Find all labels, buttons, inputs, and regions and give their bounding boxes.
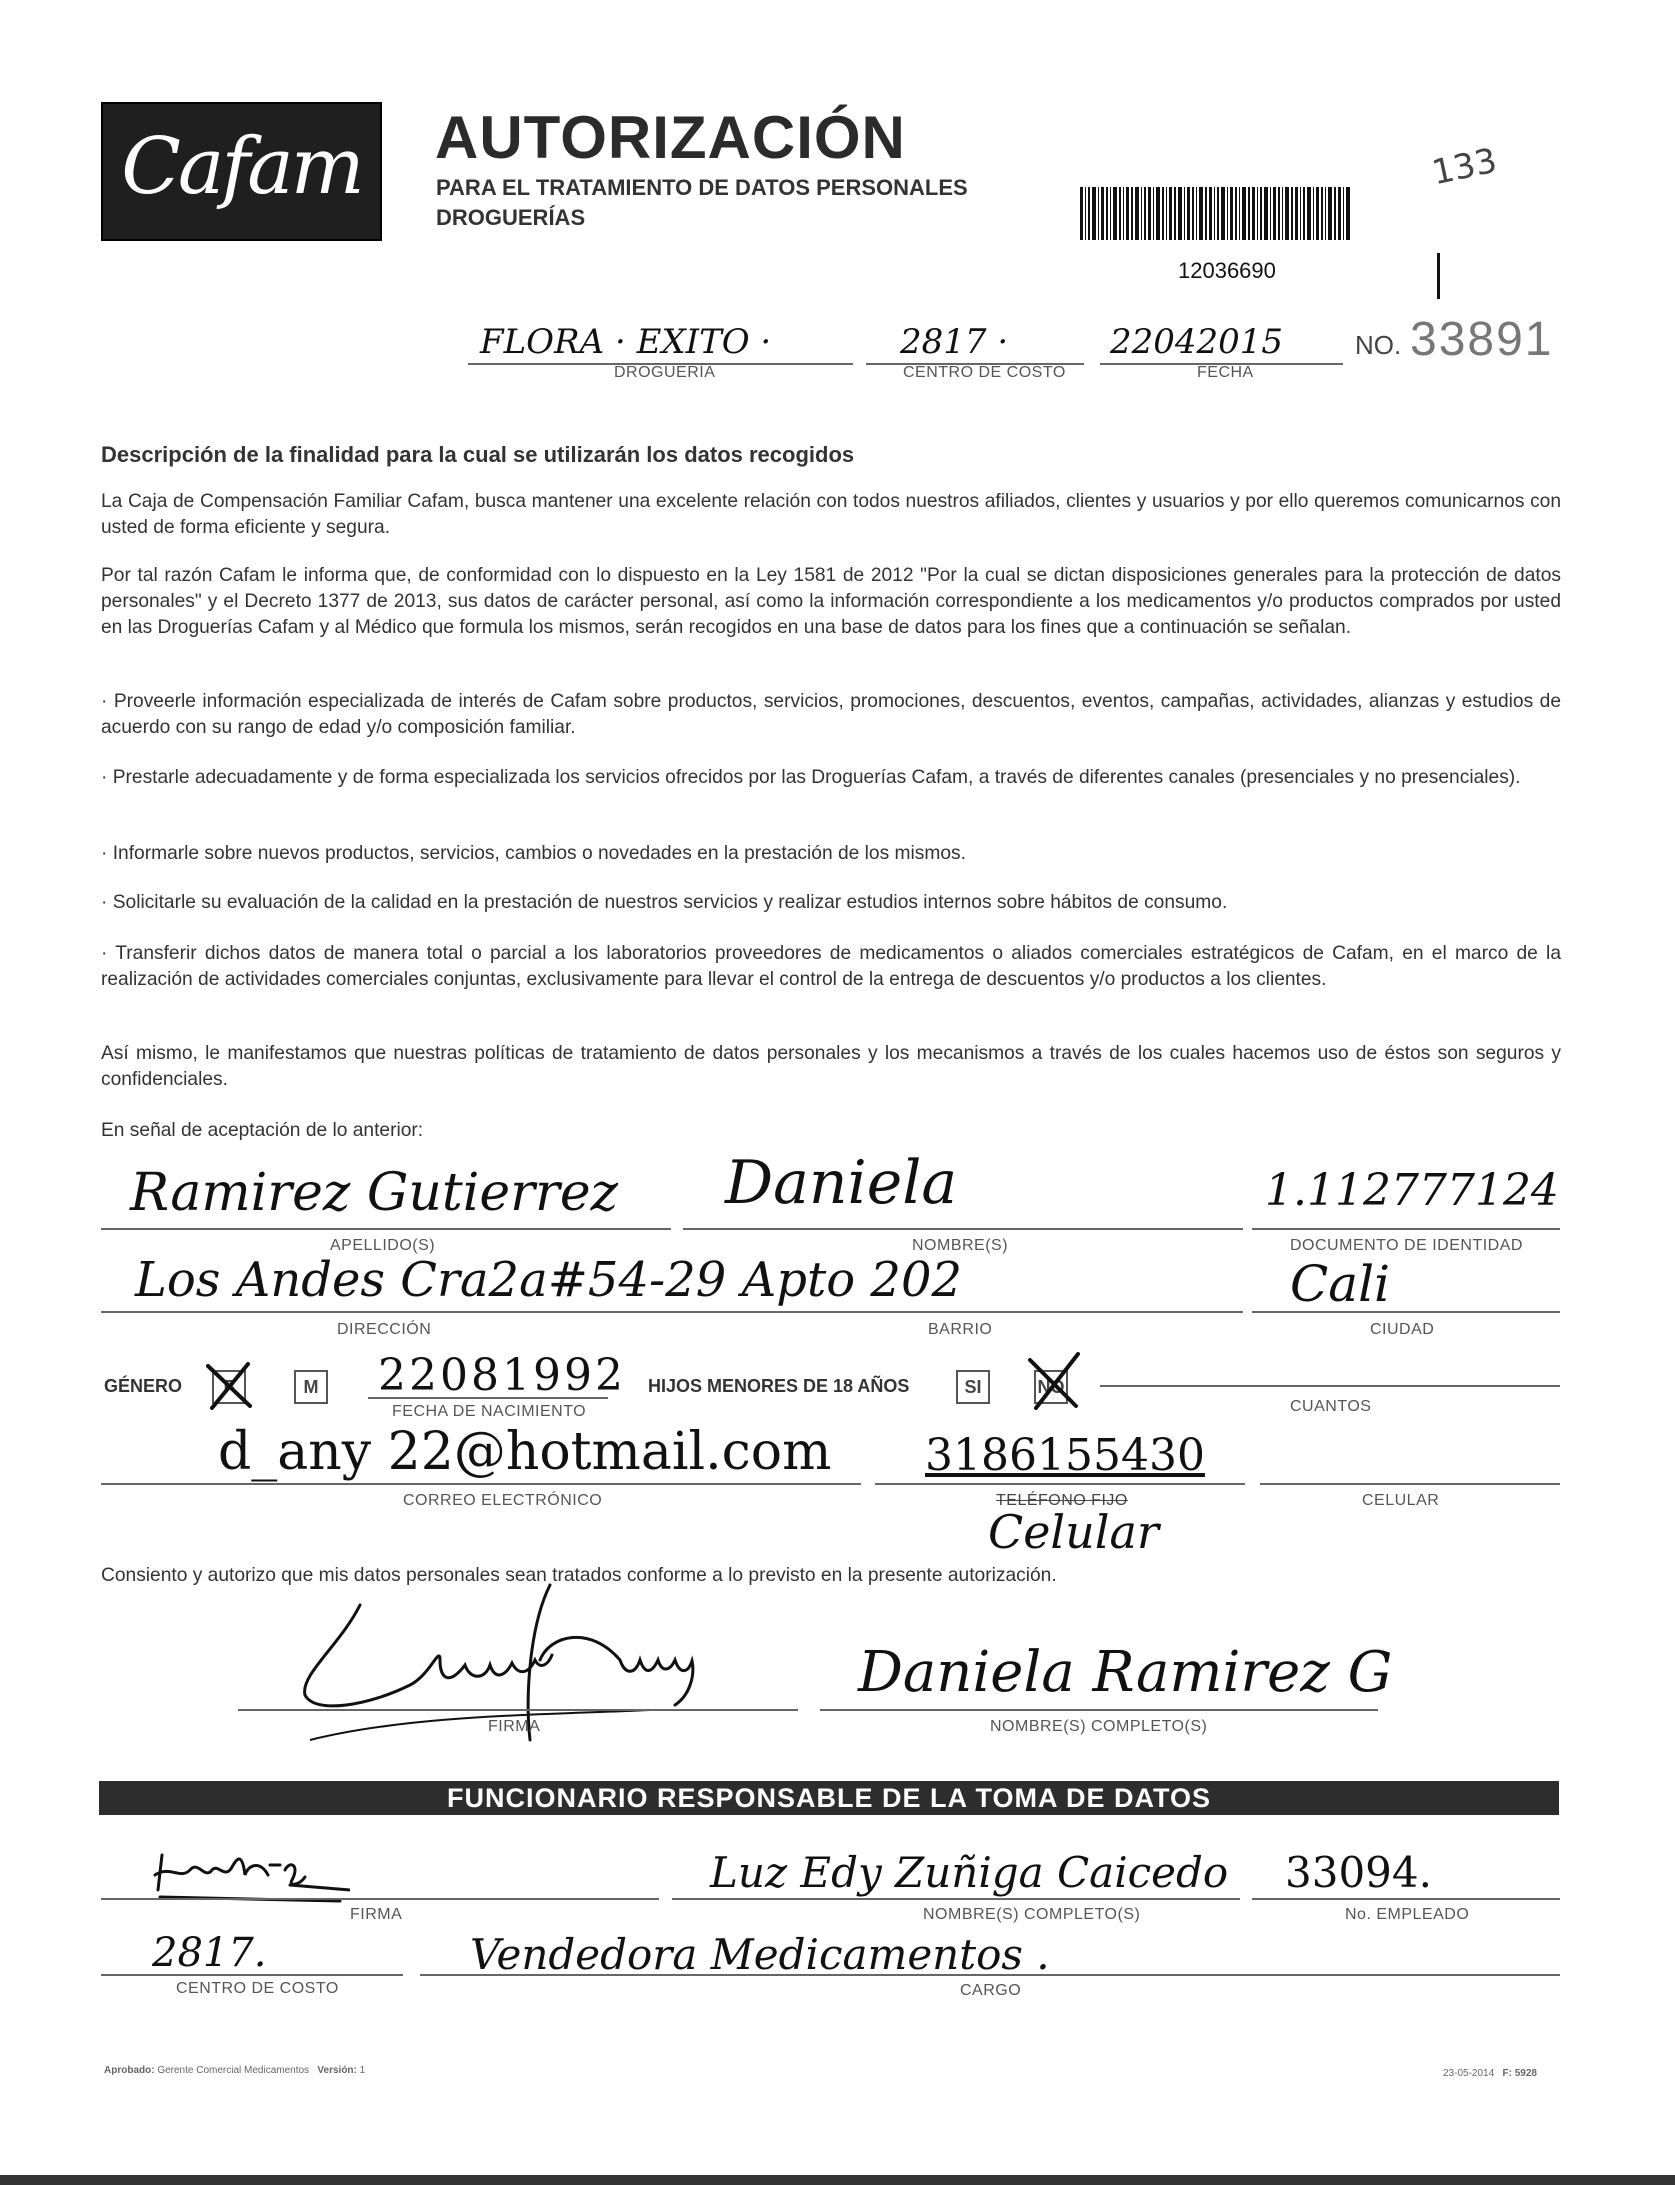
bullet-servicios: · Prestarle adecuadamente y de forma especializada los servicios ofrecidos por las Droguerías Cafam, a través de diferentes canales (presenciales y no presenciales).: [101, 767, 1521, 788]
paragraph-politicas: Así mismo, le manifestamos que nuestras políticas de tratamiento de datos personales y los mecanismos a través de los cuales hacemos uso de éstos son seguros y confidenciales.: [101, 1043, 1561, 1090]
celular-label: CELULAR: [1362, 1492, 1440, 1509]
subtitle-line-2: DROGUERÍAS: [436, 205, 586, 230]
drogueria-value: FLORA · EXITO ·: [480, 322, 772, 362]
hijos-no-checkmark: [1022, 1350, 1084, 1412]
telefono-label: TELÉFONO FIJO: [996, 1492, 1128, 1509]
logo-text: Cafam: [121, 122, 362, 212]
numero-value: 33891: [1410, 313, 1554, 366]
annotation-mark: [1437, 253, 1440, 299]
fecha-label: FECHA: [1197, 364, 1254, 381]
footer-form-info: [1443, 2068, 1537, 2079]
direccion-value: Los Andes Cra2a#54-29 Apto 202: [135, 1252, 963, 1308]
bullet-evaluacion: · Solicitarle su evaluación de la calidad en la prestación de nuestros servicios y realizar estudios internos sobre hábitos de consumo.: [101, 892, 1228, 913]
hijos-no-text: NO: [1037, 1377, 1065, 1397]
staff-firma-line: [101, 1898, 659, 1900]
correo-value: d_any 22@hotmail.com: [218, 1422, 832, 1482]
staff-banner: [99, 1781, 1559, 1815]
celular-line: [1260, 1483, 1560, 1485]
staff-centro-line: [101, 1974, 403, 1976]
telefono-annotation: Celular: [988, 1505, 1159, 1559]
staff-centro-label: CENTRO DE COSTO: [176, 1980, 339, 1997]
fecha-value: 22042015: [1110, 322, 1284, 362]
barcode: [1080, 187, 1350, 240]
nacimiento-value: 22081992: [378, 1350, 626, 1401]
cuantos-line: [1100, 1385, 1560, 1387]
subtitle-line-1: PARA EL TRATAMIENTO DE DATOS PERSONALES: [436, 175, 968, 200]
centro-costo-value: 2817 ·: [900, 322, 1009, 362]
bullet-novedades: · Informarle sobre nuevos productos, servicios, cambios o novedades en la prestación de los mismos.: [101, 843, 966, 864]
apellidos-line: [101, 1228, 671, 1230]
genero-f-text: F: [223, 1377, 235, 1397]
nacimiento-label: FECHA DE NACIMIENTO: [392, 1403, 587, 1420]
footer-aprobado-value: Gerente Comercial Medicamentos: [157, 2065, 310, 2076]
staff-empleado-value: 33094.: [1285, 1848, 1432, 1897]
staff-cargo-label: CARGO: [960, 1982, 1022, 1999]
hijos-si-checkbox[interactable]: [956, 1370, 990, 1404]
genero-m-text: M: [303, 1377, 319, 1397]
staff-firma-label: FIRMA: [350, 1906, 403, 1923]
documento-value: 1.112777124: [1265, 1165, 1559, 1216]
page-annotation: 133: [1428, 140, 1501, 194]
cafam-logo: [101, 102, 382, 241]
paragraph-intro: La Caja de Compensación Familiar Cafam, busca mantener una excelente relación con todos nuestros afiliados, clientes y usuarios y por ello queremos comunicarnos con usted de forma eficiente y segura.: [101, 491, 1561, 538]
staff-nombre-line: [672, 1898, 1240, 1900]
numero-label: NO.: [1355, 330, 1402, 360]
bullet-transferencia: · Transferir dichos datos de manera total o parcial a los laboratorios proveedores de medicamentos o aliados comerciales estratégicos de Cafam, en el marco de la realización de actividades comerciales conjuntas, exclusivamente para llevar el control de la entrega de descuentos y/o productos a los clientes.: [101, 943, 1561, 990]
bullet-informacion: · Proveerle información especializada de interés de Cafam sobre productos, servicios, promociones, descuentos, eventos, campañas, actividades, alianzas y estudios de acuerdo con su rango de edad y/o composición familiar.: [101, 691, 1561, 738]
genero-f-checkmark: [202, 1360, 258, 1412]
direccion-line: [101, 1311, 1243, 1313]
staff-signature: [150, 1835, 350, 1915]
footer-approval: [104, 2065, 365, 2076]
nombres-value: Daniela: [725, 1148, 958, 1218]
document-title: AUTORIZACIÓN: [435, 104, 906, 171]
scan-border: [0, 2175, 1675, 2185]
client-firma-line: [238, 1709, 798, 1711]
footer-aprobado-label: Aprobado:: [104, 2065, 155, 2076]
staff-nombre-value: Luz Edy Zuñiga Caicedo: [710, 1848, 1229, 1897]
consent-text: Consiento y autorizo que mis datos personales sean tratados conforme a lo previsto en la presente autorización.: [101, 1565, 1057, 1586]
correo-line: [101, 1483, 861, 1485]
hijos-label: HIJOS MENORES DE 18 AÑOS: [648, 1376, 910, 1396]
ciudad-line: [1252, 1311, 1560, 1313]
footer-version-label: Versión:: [317, 2065, 357, 2076]
nombre-completo-line: [820, 1709, 1378, 1711]
document-subtitle: [436, 173, 968, 233]
telefono-value: 3186155430: [925, 1430, 1205, 1481]
documento-line: [1252, 1228, 1560, 1230]
barrio-label: BARRIO: [928, 1321, 993, 1338]
client-firma-label: FIRMA: [488, 1718, 541, 1735]
staff-empleado-line: [1252, 1898, 1560, 1900]
barcode-number: 12036690: [1178, 258, 1276, 283]
nombre-completo-label: NOMBRE(S) COMPLETO(S): [990, 1718, 1208, 1735]
staff-banner-text: FUNCIONARIO RESPONSABLE DE LA TOMA DE DATOS: [446, 1783, 1212, 1813]
nombre-completo-value: Daniela Ramirez G: [858, 1640, 1393, 1705]
genero-label: GÉNERO: [104, 1376, 183, 1396]
documento-label: DOCUMENTO DE IDENTIDAD: [1290, 1237, 1523, 1254]
correo-label: CORREO ELECTRÓNICO: [403, 1492, 603, 1509]
staff-cargo-value: Vendedora Medicamentos .: [470, 1930, 1050, 1979]
cuantos-label: CUANTOS: [1290, 1398, 1372, 1415]
paragraph-ley: Por tal razón Cafam le informa que, de conformidad con lo dispuesto en la Ley 1581 de 2012 "Por la cual se dictan disposiciones generales para la protección de datos personales" y el Decreto 1377 de 2013, sus datos de carácter personal, así como la información correspondiente a los medicamentos y/o productos comprados por usted en las Droguerías Cafam y al Médico que formula los mismos, serán recogidos en una base de datos para los fines que a continuación se señalan.: [101, 565, 1561, 638]
nacimiento-line: [368, 1397, 608, 1399]
footer-version-value: 1: [359, 2065, 366, 2076]
centro-costo-label: CENTRO DE COSTO: [903, 364, 1066, 381]
staff-cargo-line: [420, 1974, 1560, 1976]
footer-date: 23-05-2014: [1443, 2068, 1495, 2079]
ciudad-label: CIUDAD: [1370, 1321, 1435, 1338]
staff-centro-value: 2817.: [152, 1930, 267, 1976]
staff-nombre-label: NOMBRE(S) COMPLETO(S): [923, 1906, 1141, 1923]
footer-form-code: F: 5928: [1502, 2068, 1537, 2079]
apellidos-label: APELLIDO(S): [330, 1237, 436, 1254]
acceptance-text: En señal de aceptación de lo anterior:: [101, 1120, 424, 1141]
telefono-line: [875, 1483, 1245, 1485]
staff-empleado-label: No. EMPLEADO: [1345, 1906, 1470, 1923]
apellidos-value: Ramirez Gutierrez: [130, 1163, 619, 1223]
drogueria-label: DROGUERÍA: [614, 364, 716, 381]
section-heading: Descripción de la finalidad para la cual se utilizarán los datos recogidos: [101, 442, 855, 467]
nombres-label: NOMBRE(S): [912, 1237, 1009, 1254]
hijos-si-text: SI: [964, 1377, 982, 1397]
genero-m-checkbox[interactable]: [294, 1370, 328, 1404]
nombres-line: [683, 1228, 1243, 1230]
direccion-label: DIRECCIÓN: [337, 1321, 432, 1338]
ciudad-value: Cali: [1290, 1255, 1391, 1313]
